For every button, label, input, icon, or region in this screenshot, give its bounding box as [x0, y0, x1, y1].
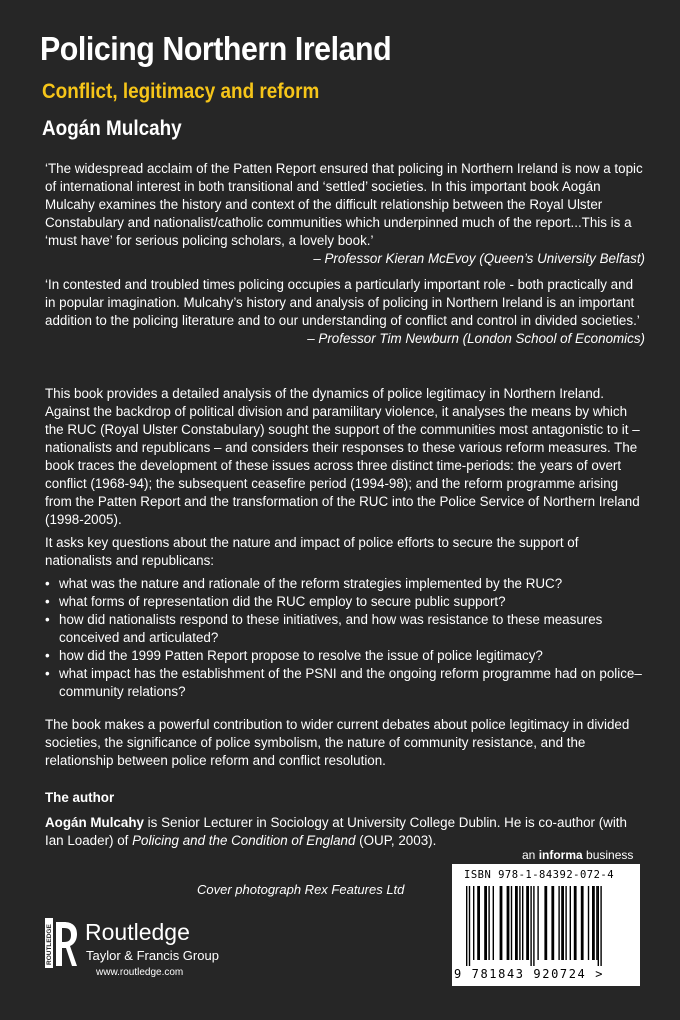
review-quote-1: [45, 160, 645, 268]
informa-brand: informa: [538, 848, 583, 862]
book-subtitle: Conflict, legitimacy and reform: [42, 80, 320, 103]
key-questions-list: [45, 575, 645, 701]
list-item: • what forms of representation did the RUC employ to secure public support?: [45, 593, 645, 611]
author-bio-text-2: (OUP, 2003).: [355, 833, 437, 848]
logo-vertical-text: ROUTLEDGE: [46, 924, 53, 965]
list-item: • how did nationalists respond to these initiatives, and how was resistance to these measures conceived and articulated?: [45, 611, 645, 647]
barcode-digits: 9 781843 920724 >: [454, 967, 605, 981]
list-item: • what impact has the establishment of the PSNI and the ongoing reform programme had on police–community relations?: [45, 665, 645, 701]
barcode-bars: [458, 886, 634, 966]
routledge-logo-icon: [45, 918, 77, 968]
quote-attribution: – Professor Tim Newburn (London School of Economics): [307, 331, 645, 346]
informa-suffix: business: [582, 848, 634, 862]
book-title: Policing Northern Ireland: [40, 30, 392, 67]
description-text: It asks key questions about the nature and impact of police efforts to secure the support of nationalists and republicans:: [45, 535, 579, 568]
list-item: • how did the 1999 Patten Report propose to resolve the issue of police legitimacy?: [45, 647, 645, 665]
description-text: The book makes a powerful contribution to wider current debates about police legitimacy in divided societies, the significance of police symbolism, the nature of community resistance, and the relationship between police reform and conflict resolution.: [45, 717, 630, 768]
author-bio-text-1: is Senior Lecturer in Sociology at University College Dublin. He is co-author (with Ian Loader) of: [45, 815, 627, 848]
list-item: • what was the nature and rationale of the reform strategies implemented by the RUC?: [45, 575, 645, 593]
quote-text: ‘The widespread acclaim of the Patten Report ensured that policing in Northern Ireland is now a topic of international interest in both transitional and ‘settled’ societies. In this important book Aogán Mulcahy examines the history and context of the difficult relationship between the Royal Ulster Constabulary and nationalist/catholic communities which underpinned much of the report...This is a ‘must have’ for serious policing scholars, a lovely book.’: [45, 161, 643, 248]
publisher-name: Routledge: [85, 919, 190, 945]
description-paragraph-3: [45, 716, 645, 770]
author-bio-name: Aogán Mulcahy: [45, 815, 144, 830]
quote-text: ‘In contested and troubled times policing occupies a particularly important role - both practically and in popular imagination. Mulcahy’s history and analysis of policing in Northern Ireland is an important addition to the policing literature and to our understanding of conflict and control in divided societies.’: [45, 277, 640, 328]
description-paragraph-1: [45, 385, 645, 529]
isbn-label: ISBN 978-1-84392-072-4: [464, 869, 615, 881]
description-text: This book provides a detailed analysis of the dynamics of police legitimacy in Northern Ireland. Against the backdrop of political division and paramilitary violence, it analyses the means by which the RUC (Royal Ulster Constabulary) sought the support of the communities most antagonistic to it – nationalists and republicans – and considers their responses to these various reform measures. The book traces the development of these issues across three distinct time-periods: the years of overt conflict (1968-94); the subsequent ceasefire period (1994-98); and the reform programme arising from the Patten Report and the transformation of the RUC into the Police Service of Northern Ireland (1998-2005).: [45, 386, 640, 527]
author-bio: [45, 814, 635, 850]
quote-attribution: – Professor Kieran McEvoy (Queen’s University Belfast): [313, 251, 645, 266]
publisher-group: Taylor & Francis Group: [86, 948, 219, 963]
informa-prefix: an: [522, 848, 539, 862]
isbn-barcode: [452, 864, 640, 986]
description-paragraph-2: [45, 534, 645, 570]
review-quote-2: [45, 276, 645, 348]
informa-tagline: [522, 848, 633, 862]
photo-credit: Cover photograph Rex Features Ltd: [197, 882, 405, 897]
publisher-url: www.routledge.com: [96, 967, 184, 978]
author-bio-book-title: Policing and the Condition of England: [132, 833, 356, 848]
book-author: Aogán Mulcahy: [42, 117, 182, 140]
author-heading: The author: [45, 790, 115, 805]
